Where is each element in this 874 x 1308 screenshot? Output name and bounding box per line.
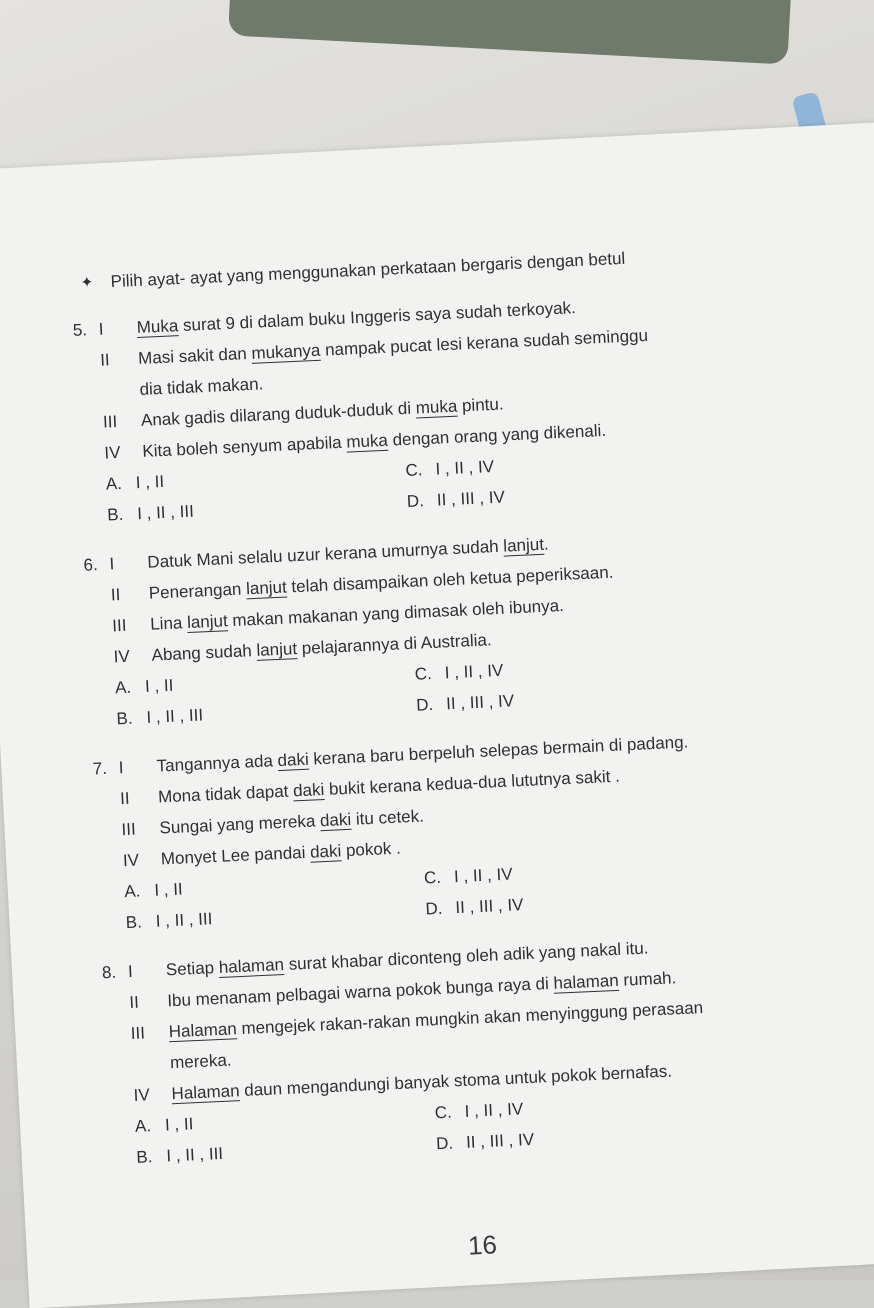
sentence-text: Tangannya ada [156,751,278,776]
sentence-text: Masi sakit dan [137,343,252,368]
sentence-text: surat 9 di dalam buku Inggeris saya sudah terkoyak. [177,298,577,336]
underlined-word: Muka [136,316,179,338]
option-label: C. [434,1102,453,1123]
option-label: B. [106,504,124,525]
question-number [96,845,123,877]
underlined-word: lanjut [502,534,545,556]
roman-numeral: I [127,961,134,982]
underlined-word: mukanya [251,340,321,363]
option-label: A. [123,881,141,902]
sentence-text: pokok . [340,838,402,861]
option-value: I , II [164,1114,194,1135]
question-8 [101,921,874,1174]
option-label: B. [116,708,133,729]
sentence-text: mereka. [169,1050,232,1073]
sentence-text: Penerangan [148,579,247,603]
question-number: 7. [92,758,108,779]
sentence-text: nampak pucat lesi kerana sudah seminggu [319,325,649,360]
roman-numeral: IV [133,1085,151,1105]
question-6 [83,513,874,735]
underlined-word: daki [292,780,325,801]
option-value: I , II [144,675,174,697]
roman-numeral: II [128,992,140,1013]
sentence-text: dia tidak makan. [139,374,264,399]
option-value: I , II , III [155,909,213,931]
instruction-text: Pilih ayat- ayat yang menggunakan perkataan bergaris dengan betul [110,248,626,292]
option-label: C. [405,460,423,480]
roman-numeral: IV [122,850,140,871]
sentence-text: Mona tidak dapat [157,781,294,807]
option-value: I , II , III [165,1143,224,1166]
sentence-text: makan makanan yang dimasak oleh ibunya. [227,595,565,631]
question-number [76,407,103,439]
sentence-text: Lina [149,613,188,634]
question-number [103,987,130,1019]
sentence-text: Ibu menanam pelbagai warna pokok bunga raya di [166,973,554,1011]
question-number [104,1018,131,1050]
question-number [93,783,120,815]
option-value: II , III , IV [465,1129,535,1152]
underlined-word: Halaman [171,1081,240,1104]
question-number: 8. [101,962,117,983]
underlined-word: muka [415,396,458,418]
option-value: I , II , IV [453,864,513,887]
worksheet-content [70,232,874,1192]
roman-numeral: III [102,412,118,432]
option-value: I , II [153,879,184,900]
question-number [84,579,111,611]
underlined-word: daki [277,749,310,771]
question-7 [92,717,874,939]
underlined-word: daki [309,841,342,862]
roman-numeral: II [99,350,111,370]
roman-numeral: II [110,585,121,605]
question-number [78,438,105,470]
underlined-word: daki [319,809,352,831]
roman-numeral: IV [113,646,131,667]
roman-numeral: II [119,788,131,809]
sentence-text: Setiap [165,957,220,980]
option-label: B. [135,1147,153,1167]
underlined-word: halaman [553,970,620,993]
underlined-word: lanjut [186,611,229,633]
option-label: D. [406,491,425,511]
question-number: 6. [83,555,99,575]
option-label: C. [423,867,442,888]
question-number [87,641,114,673]
underlined-word: halaman [218,955,285,977]
roman-numeral: I [118,758,124,778]
option-value: II , III , IV [454,895,524,918]
sentence-text: Anak gadis dilarang duduk-duduk di [140,398,417,430]
option-value: I , II , III [146,705,204,727]
sentence-text: bukit kerana kedua-dua lututnya sakit . [323,766,621,799]
question-number [95,814,122,846]
sentence-text: itu cetek. [350,806,425,829]
underlined-word: lanjut [245,577,288,599]
underlined-word: Halaman [168,1019,238,1042]
sentence-text: Abang sudah [151,640,257,665]
sentence-text: Datuk Mani selalu uzur kerana umurnya sudah [146,536,504,572]
option-value: II , III , IV [436,487,506,510]
roman-numeral: I [98,319,104,339]
option-value: II , III , IV [445,691,515,714]
sentence-text: kerana baru berpeluh selepas bermain di padang. [308,732,689,769]
sentence-text: Sungai yang mereka [159,811,321,838]
sentence-text: dengan orang yang dikenali. [387,420,607,450]
option-label: A. [134,1116,152,1136]
underlined-word: lanjut [256,639,298,660]
sentence-text: telah disampaikan oleh ketua peperiksaan. [286,562,614,597]
question-number [107,1080,134,1112]
question-list [72,279,874,1174]
option-label: D. [435,1133,454,1154]
roman-numeral: IV [104,442,121,463]
question-5 [72,279,874,532]
option-label: D. [425,898,443,919]
option-label: D. [415,694,434,715]
sentence-text: daun mengandungi banyak stoma untuk pokok bernafas. [239,1061,673,1101]
star-icon: ✦ [80,273,94,292]
option-value: I , II , IV [435,456,495,479]
sentence-text: rumah. [618,968,677,990]
option-value: I , II [135,471,165,493]
sentence-text: Monyet Lee pandai [160,842,311,869]
option-label: A. [105,473,123,494]
option-label: C. [414,664,433,684]
sentence-text: Kita boleh senyum apabila [141,432,347,461]
question-number [74,345,101,377]
sentence-text: . [543,534,550,554]
sentence-text: pintu. [456,394,504,416]
sentence-text: surat khabar diconteng oleh adik yang nakal itu. [283,938,649,975]
option-label: B. [125,912,143,933]
roman-numeral: III [121,819,137,840]
roman-numeral: III [130,1023,146,1044]
roman-numeral: III [111,615,127,636]
option-value: I , II , III [136,501,195,524]
underlined-word: muka [345,430,389,452]
option-value: I , II , IV [444,660,504,683]
question-number [86,610,113,642]
sentence-text: mengejek rakan-rakan mungkin akan menyinggung perasaan [236,998,704,1039]
option-label: A. [114,677,132,698]
option-value: I , II , IV [464,1099,524,1121]
roman-numeral: I [109,554,115,574]
question-number: 5. [72,320,88,340]
sentence-text: pelajarannya di Australia. [296,630,492,659]
page-number: 16 [467,1229,498,1261]
